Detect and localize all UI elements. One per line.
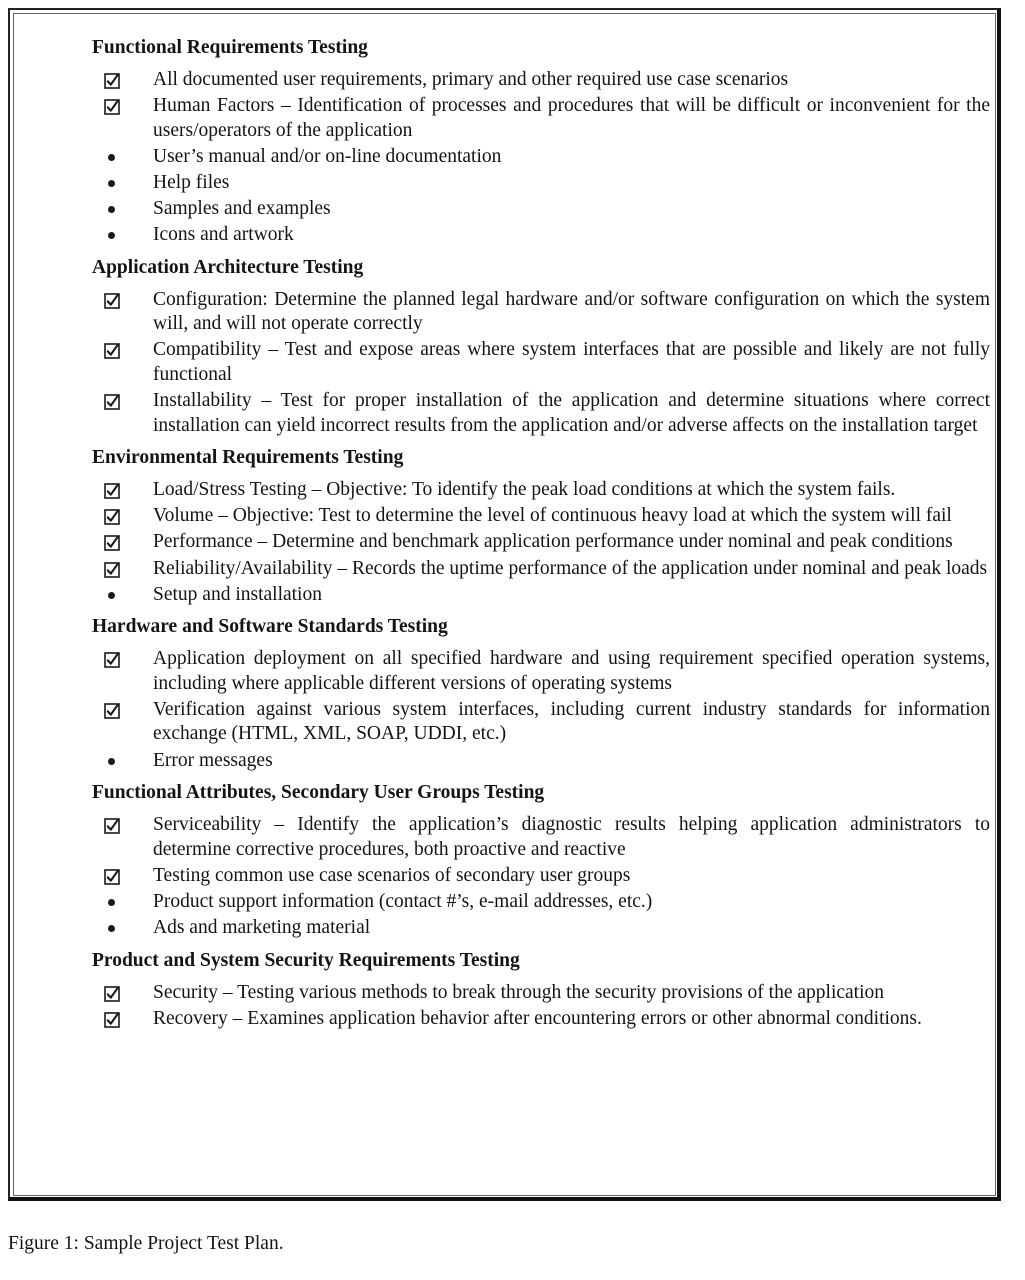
- item-list: [92, 288, 990, 439]
- checked-box-icon: [104, 99, 120, 115]
- item-text: Reliability/Availability – Records the uptime performance of the application under nominal and peak loads: [153, 557, 988, 579]
- list-item: [92, 864, 990, 889]
- item-text: Performance – Determine and benchmark application performance under nominal and peak conditions: [153, 531, 953, 553]
- list-item: [92, 749, 990, 774]
- list-item: [92, 916, 990, 941]
- list-item: [92, 94, 990, 143]
- checked-box-icon: [104, 1012, 120, 1028]
- item-text: Security – Testing various methods to break through the security provisions of the application: [153, 981, 885, 1003]
- list-item: [92, 981, 990, 1006]
- bullet-icon: [108, 154, 116, 162]
- section: [92, 949, 990, 1032]
- checked-box-icon: [104, 703, 120, 719]
- item-text: Icons and artwork: [153, 224, 294, 246]
- bullet-icon: [108, 758, 116, 766]
- checked-box-icon: [104, 562, 120, 578]
- item-list: [92, 478, 990, 607]
- section: [92, 781, 990, 940]
- item-text: Human Factors – Identification of processes and procedures that will be difficult or inconvenient for the users/operators of the application: [153, 95, 990, 141]
- list-item: [92, 647, 990, 696]
- list-item: [92, 171, 990, 196]
- item-text: Product support information (contact #’s, e-mail addresses, etc.): [153, 890, 653, 912]
- item-text: User’s manual and/or on-line documentation: [153, 145, 502, 167]
- item-text: Error messages: [153, 749, 273, 771]
- checked-box-icon: [104, 869, 120, 885]
- checked-box-icon: [104, 986, 120, 1002]
- section: [92, 256, 990, 439]
- bullet-icon: [108, 899, 116, 907]
- checked-box-icon: [104, 535, 120, 551]
- section-heading: Functional Attributes, Secondary User Groups Testing: [92, 782, 545, 804]
- list-item: [92, 504, 990, 529]
- list-item: [92, 197, 990, 222]
- item-list: [92, 813, 990, 940]
- item-text: Recovery – Examines application behavior after encountering errors or other abnormal conditions.: [153, 1007, 922, 1029]
- section: [92, 446, 990, 607]
- bullet-icon: [108, 925, 116, 933]
- list-item: [92, 698, 990, 747]
- section-heading: Hardware and Software Standards Testing: [92, 616, 448, 638]
- item-text: Volume – Objective: Test to determine the level of continuous heavy load at which the system will fail: [153, 505, 952, 527]
- item-text: Load/Stress Testing – Objective: To identify the peak load conditions at which the system fails.: [153, 479, 896, 501]
- list-item: [92, 68, 990, 93]
- item-text: Serviceability – Identify the application’s diagnostic results helping application administrators to determine corrective procedures, both proactive and reactive: [153, 814, 990, 860]
- list-item: [92, 813, 990, 862]
- bullet-icon: [108, 180, 116, 188]
- checked-box-icon: [104, 509, 120, 525]
- item-text: Setup and installation: [153, 583, 322, 605]
- list-item: [92, 338, 990, 387]
- list-item: [92, 145, 990, 170]
- item-text: Installability – Test for proper installation of the application and determine situations where correct installation can yield incorrect results from the application and/or adverse affects on the installation target: [153, 390, 990, 436]
- checked-box-icon: [104, 293, 120, 309]
- item-text: Verification against various system interfaces, including current industry standards for information exchange (HTML, XML, SOAP, UDDI, etc.): [153, 698, 990, 745]
- item-text: Ads and marketing material: [153, 917, 371, 939]
- section: [92, 615, 990, 773]
- checked-box-icon: [104, 652, 120, 668]
- item-text: Samples and examples: [153, 197, 331, 219]
- figure-caption: Figure 1: Sample Project Test Plan.: [8, 1233, 284, 1254]
- item-text: Testing common use case scenarios of secondary user groups: [153, 864, 631, 886]
- section-heading: Product and System Security Requirements Testing: [92, 949, 520, 971]
- list-item: [92, 478, 990, 503]
- list-item: [92, 557, 990, 582]
- item-text: Compatibility – Test and expose areas where system interfaces that are possible and likely are not fully functional: [153, 339, 990, 385]
- test-plan-box: [8, 8, 1001, 1201]
- item-list: [92, 647, 990, 773]
- bullet-icon: [108, 592, 116, 600]
- list-item: [92, 288, 990, 337]
- list-item: [92, 389, 990, 438]
- bullet-icon: [108, 232, 116, 240]
- list-item: [92, 530, 990, 555]
- checked-box-icon: [104, 343, 120, 359]
- list-item: [92, 1007, 990, 1032]
- test-plan-content: [92, 36, 990, 1033]
- bullet-icon: [108, 206, 116, 214]
- list-item: [92, 583, 990, 608]
- checked-box-icon: [104, 818, 120, 834]
- item-text: All documented user requirements, primary and other required use case scenarios: [153, 69, 789, 90]
- section: [92, 36, 990, 248]
- list-item: [92, 890, 990, 915]
- section-heading: Application Architecture Testing: [92, 256, 364, 278]
- item-list: [92, 68, 990, 248]
- section-heading: Functional Requirements Testing: [92, 37, 368, 58]
- item-text: Configuration: Determine the planned legal hardware and/or software configuration on which the system will, and will not operate correctly: [153, 288, 990, 335]
- item-text: Application deployment on all specified hardware and using requirement specified operation systems, including where applicable different versions of operating systems: [153, 648, 990, 694]
- list-item: [92, 223, 990, 248]
- item-text: Help files: [153, 171, 230, 193]
- checked-box-icon: [104, 73, 120, 89]
- checked-box-icon: [104, 394, 120, 410]
- section-heading: Environmental Requirements Testing: [92, 447, 404, 469]
- checked-box-icon: [104, 483, 120, 499]
- item-list: [92, 981, 990, 1032]
